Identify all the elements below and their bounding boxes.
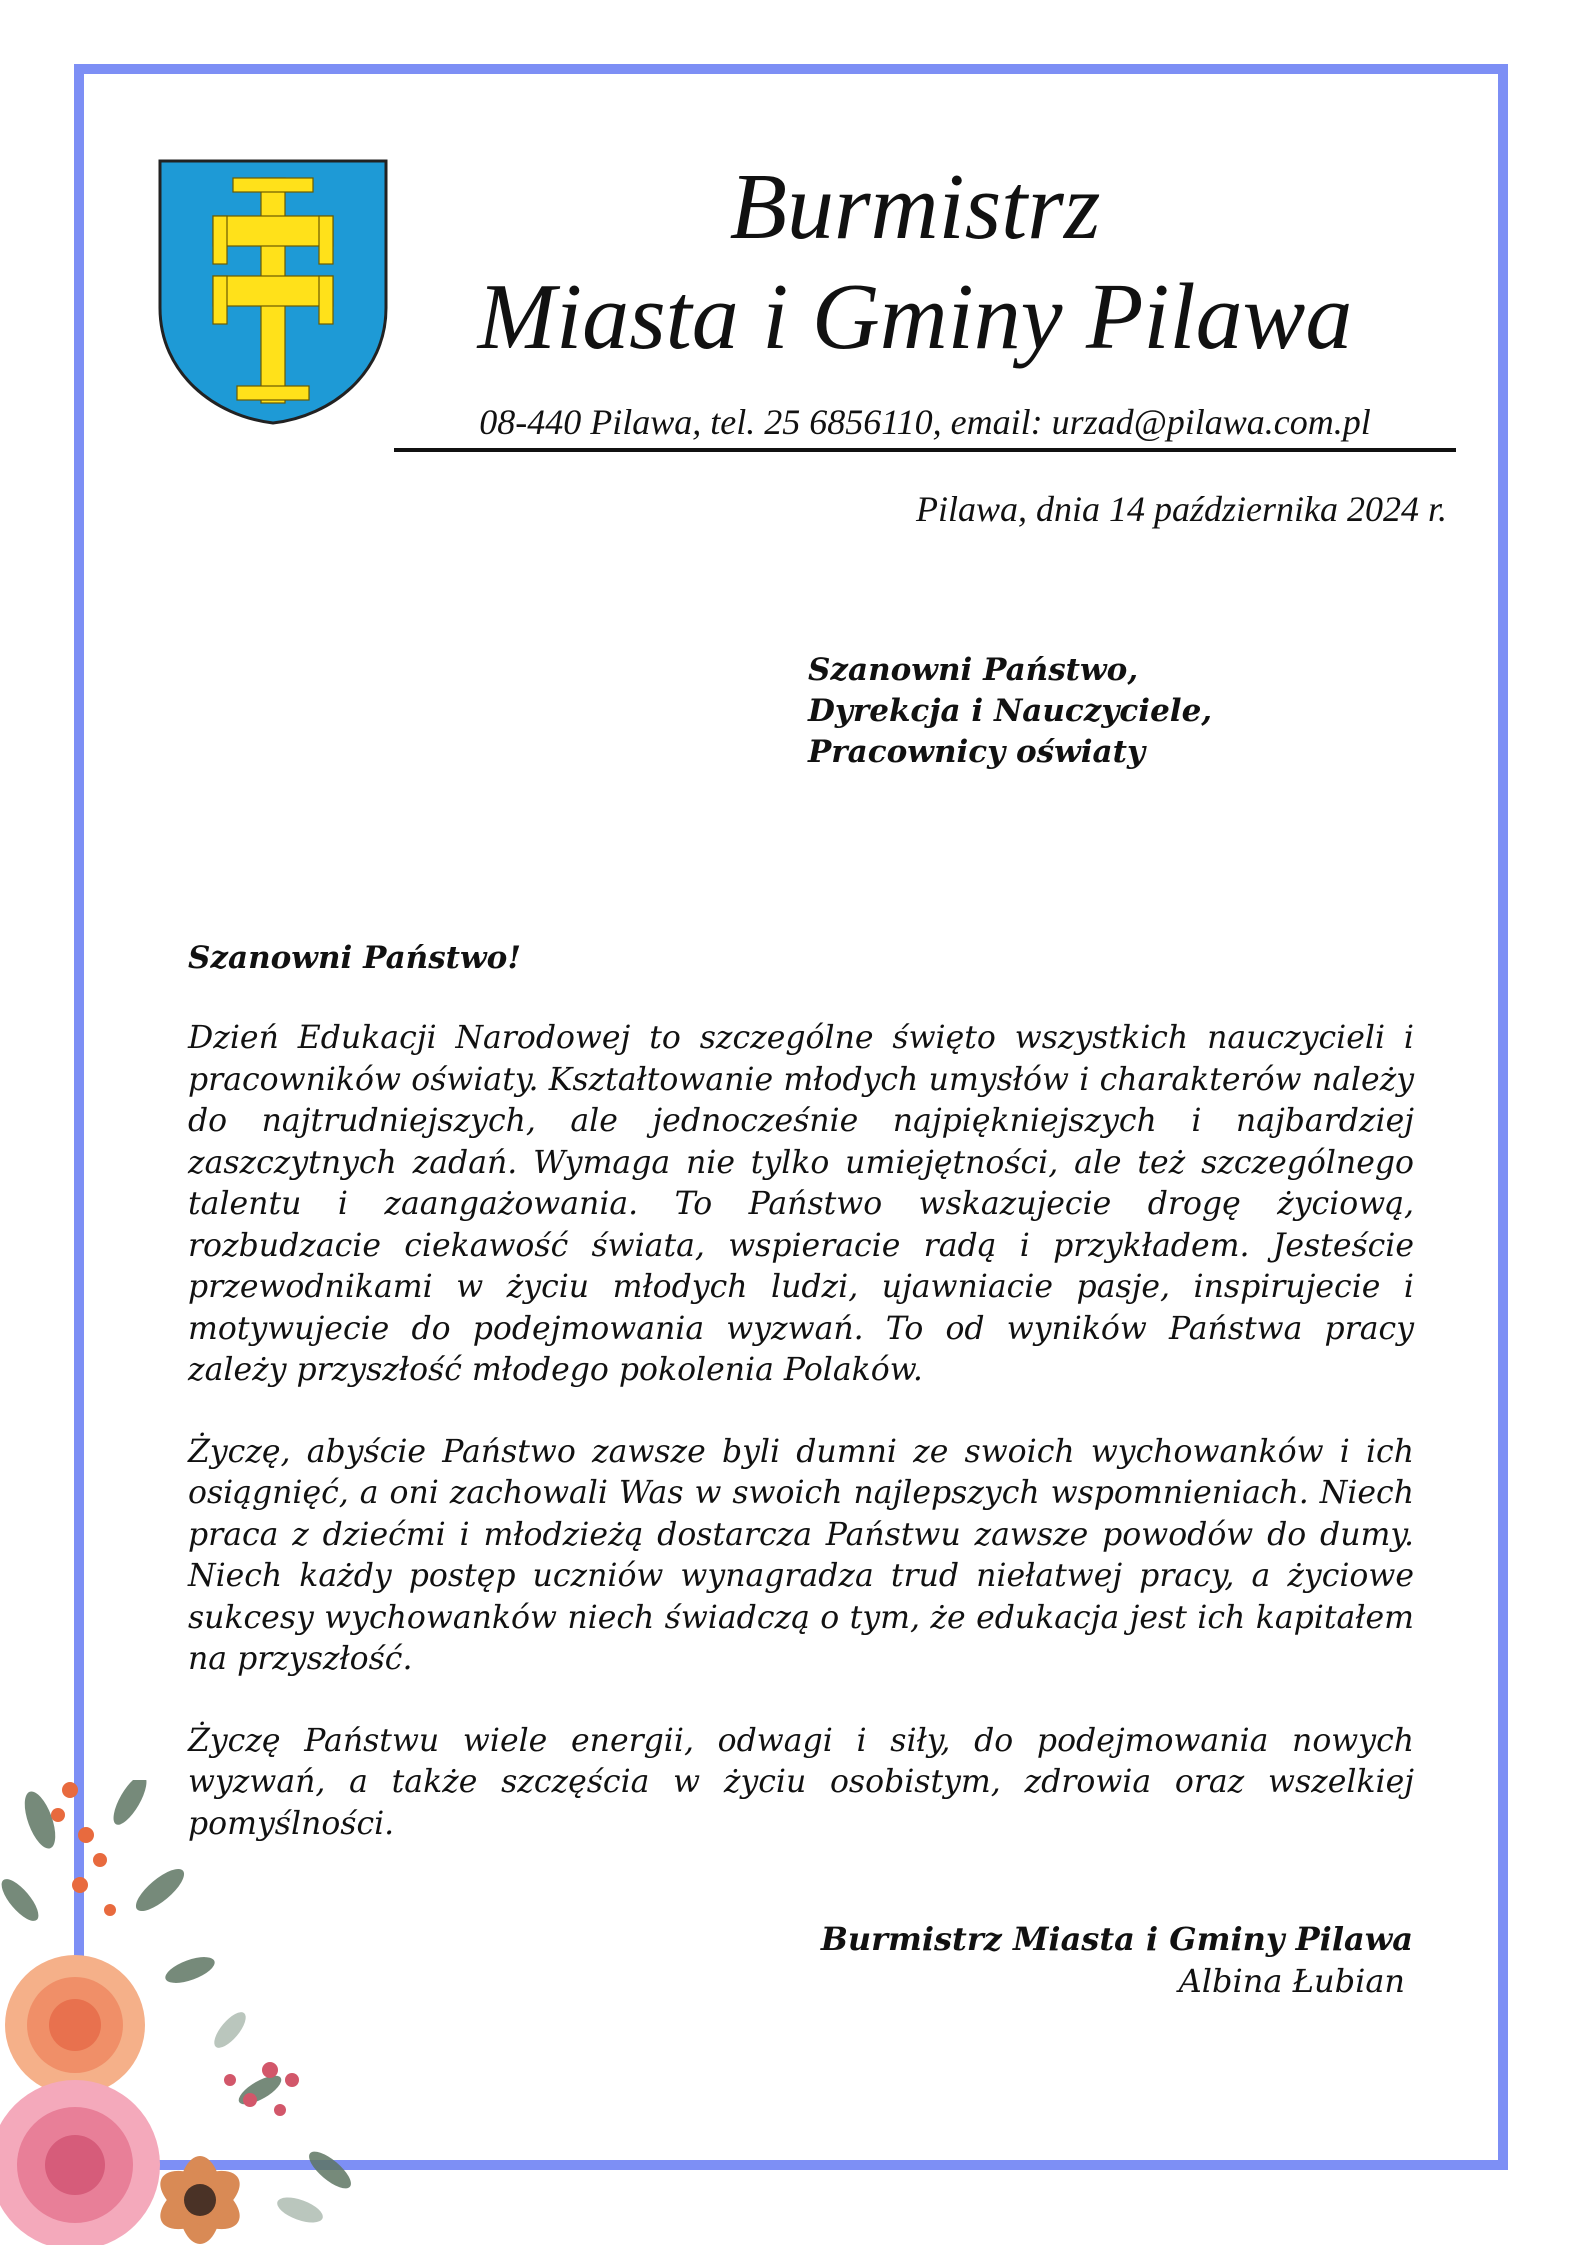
header-title-line2: Miasta i Gminy Pilawa	[477, 265, 1353, 369]
signature-title: Burmistrz Miasta i Gminy Pilawa	[820, 1920, 1413, 1958]
signature-block	[821, 1918, 1413, 2002]
floral-decoration-icon	[0, 1780, 440, 2245]
header-divider	[394, 448, 1456, 452]
coat-of-arms-icon	[157, 158, 389, 426]
letter-date: Pilawa, dnia 14 października 2024 r.	[915, 489, 1447, 529]
signature-name: Albina Łubian	[1178, 1962, 1405, 2000]
addressee-line: Dyrekcja i Nauczyciele,	[808, 693, 1213, 729]
paragraph: Dzień Edukacji Narodowej to szczególne święto wszystkich nauczycieli i pracowników oświaty. Kształtowanie młodych umysłów i charakterów należy do najtrudniejszych, ale jednocześnie najpiękniejszych i najbardziej zaszczytnych zadań. Wymaga nie tylko umiejętności, ale też szczególnego talentu i zaangażowania. To Państwo wskazujecie drogę życiową, rozbudzacie ciekawość świata, wspieracie radą i przykładem. Jesteście przewodnikami w życiu młodych ludzi, ujawniacie pasje, inspirujecie i motywujecie do podejmowania wyzwań. To od wyników Państwa pracy zależy przyszłość młodego pokolenia Polaków.	[188, 1020, 1414, 1388]
header-title-line1: Burmistrz	[729, 155, 1101, 259]
addressee-line: Szanowni Państwo,	[808, 652, 1139, 688]
header-contact: 08-440 Pilawa, tel. 25 6856110, email: urzad@pilawa.com.pl	[479, 402, 1371, 442]
salutation: Szanowni Państwo!	[188, 940, 521, 976]
addressee-line: Pracownicy oświaty	[808, 734, 1145, 770]
paragraph: Życzę, abyście Państwo zawsze byli dumni ze swoich wychowanków i ich osiągnięć, a oni zachowali Was w swoich najlepszych wspomnieniach. Niech praca z dziećmi i młodzieżą dostarcza Państwu zawsze powodów do dumy. Niech każdy postęp uczniów wynagradza trud niełatwej pracy, a życiowe sukcesy wychowanków niech świadczą o tym, że edukacja jest ich kapitałem na przyszłość.	[188, 1433, 1414, 1677]
addressee-block	[808, 650, 1212, 773]
letter-body	[188, 1018, 1414, 1885]
paragraph: Życzę Państwu wiele energii, odwagi i siły, do podejmowania nowych wyzwań, a także szczęścia w życiu osobistym, zdrowia oraz wszelkiej pomyślności.	[188, 1722, 1414, 1842]
